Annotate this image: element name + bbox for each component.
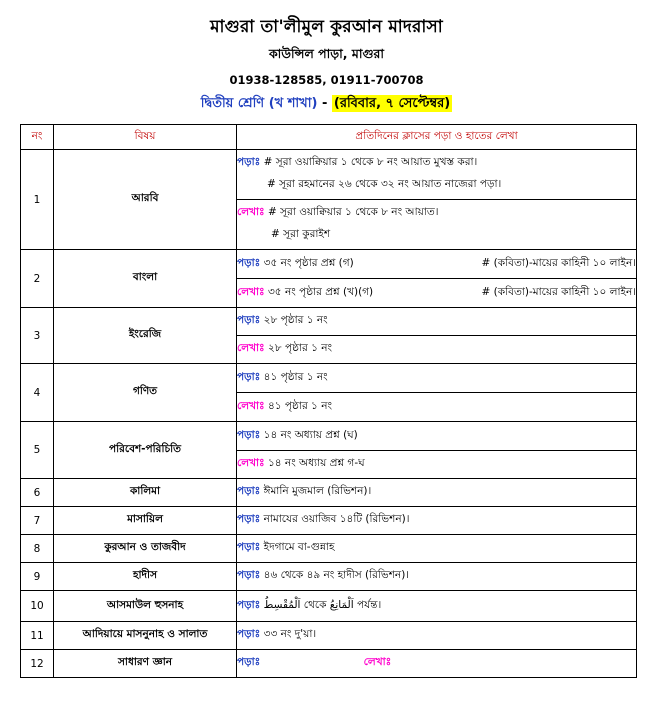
read-cell — [237, 479, 637, 507]
write-cell — [237, 336, 637, 364]
read-text: # সূরা ওয়াক্বিয়ার ১ থেকে ৮ নং আয়াত মুখস্ত করা। — [263, 156, 478, 168]
row-subject: কুরআন ও তাজবীদ — [54, 535, 237, 563]
class-date-line — [0, 94, 653, 115]
write-label: লেখাঃ — [237, 206, 265, 218]
row-number: 10 — [21, 591, 54, 622]
write-text-right: # (কবিতা)-মায়ের কাহিনী ১০ লাইন। — [481, 285, 636, 298]
date-label: (রবিবার, ৭ সেপ্টেম্বর) — [333, 96, 451, 111]
read-label: পড়াঃ — [237, 628, 261, 640]
write-cell — [237, 393, 637, 422]
write-label: লেখাঃ — [363, 656, 392, 668]
read-label: পড়াঃ — [237, 569, 261, 581]
read-cell — [237, 591, 637, 622]
table-row — [21, 650, 637, 678]
read-text-2: # সূরা রহমানের ২৬ থেকে ৩২ নং আয়াত নাজেরা পড়া। — [267, 178, 502, 190]
row-subject: ইংরেজি — [54, 308, 237, 364]
write-cell — [237, 451, 637, 479]
row-subject: হাদীস — [54, 563, 237, 591]
row-subject: বাংলা — [54, 250, 237, 308]
read-text: ৪১ পৃষ্ঠার ১ নং — [263, 370, 328, 383]
read-cell — [237, 622, 637, 650]
row-number: 2 — [21, 250, 54, 308]
table-row — [21, 308, 637, 336]
read-text-mid: থেকে — [300, 598, 330, 611]
table-row — [21, 507, 637, 535]
read-text: ২৮ পৃষ্ঠার ১ নং — [263, 314, 328, 326]
write-label: লেখাঃ — [237, 285, 265, 298]
separator: - — [317, 96, 332, 111]
write-label: লেখাঃ — [237, 399, 265, 412]
table-row — [21, 591, 637, 622]
read-text: ঈমানি মুজমাল (রিভিশন)। — [263, 485, 372, 497]
row-number: 4 — [21, 364, 54, 422]
write-text: ৪১ পৃষ্ঠার ১ নং — [267, 399, 332, 412]
write-text: ৩৫ নং পৃষ্ঠার প্রশ্ন (খ)(গ) — [267, 285, 374, 298]
read-label: পড়াঃ — [237, 598, 261, 611]
table-header-row — [21, 125, 637, 150]
arabic-name-start: اَلْمُقْسِطُ — [263, 598, 301, 611]
read-text: নামাযের ওয়াজিব ১৪টি (রিভিশন)। — [263, 513, 410, 525]
read-label: পড়াঃ — [237, 428, 261, 441]
read-label: পড়াঃ — [237, 513, 261, 525]
read-text: ইদগামে বা-গুন্নাহ — [263, 541, 335, 553]
read-label: পড়াঃ — [237, 485, 261, 497]
read-label: পড়াঃ — [237, 314, 261, 326]
header-number: নং — [21, 125, 54, 150]
read-label: পড়াঃ — [237, 370, 261, 383]
arabic-name-end: اَلْمَانِعُ — [329, 598, 354, 611]
read-label: পড়াঃ — [237, 256, 261, 269]
read-label: পড়াঃ — [237, 656, 261, 668]
read-cell — [237, 308, 637, 336]
row-number: 5 — [21, 422, 54, 479]
row-subject: সাধারণ জ্ঞান — [54, 650, 237, 678]
write-cell — [237, 279, 637, 308]
read-cell — [237, 422, 637, 451]
read-cell — [237, 563, 637, 591]
row-subject: কালিমা — [54, 479, 237, 507]
row-number: 12 — [21, 650, 54, 678]
row-subject: আদিয়ায়ে মাসনুনাহ ও সালাত — [54, 622, 237, 650]
madrasa-phone: 01938-128585, 01911-700708 — [229, 73, 424, 87]
table-row — [21, 622, 637, 650]
row-number: 7 — [21, 507, 54, 535]
write-text: ১৪ নং অধ্যায় প্রশ্ন গ-ঘ — [267, 457, 365, 469]
write-text-2: # সূরা কুরাইশ — [271, 228, 331, 240]
table-row — [21, 250, 637, 279]
read-cell — [237, 250, 637, 279]
write-label: লেখাঃ — [237, 342, 265, 354]
read-text-end: পর্যন্ত। — [353, 598, 382, 611]
header-activity: প্রতিদিনের ক্লাসের পড়া ও হাতের লেখা — [237, 125, 637, 150]
table-row — [21, 150, 637, 200]
madrasa-address: কাউন্সিল পাড়া, মাগুরা — [268, 46, 385, 61]
row-subject: আরবি — [54, 150, 237, 250]
table-row — [21, 422, 637, 451]
table-row — [21, 535, 637, 563]
read-text: ১৪ নং অধ্যায় প্রশ্ন (ঘ) — [263, 428, 358, 441]
write-label: লেখাঃ — [237, 457, 265, 469]
read-cell — [237, 150, 637, 200]
class-label: দ্বিতীয় শ্রেণি (খ শাখা) — [200, 96, 318, 111]
read-cell — [237, 535, 637, 563]
madrasa-title: মাগুরা তা'লীমুল কুরআন মাদরাসা — [210, 17, 443, 37]
read-label: পড়াঃ — [237, 541, 261, 553]
write-text: ২৮ পৃষ্ঠার ১ নং — [267, 342, 333, 354]
row-number: 6 — [21, 479, 54, 507]
write-cell — [237, 200, 637, 250]
routine-table — [20, 124, 637, 678]
table-row — [21, 479, 637, 507]
read-text: ৩৩ নং দু'য়া। — [263, 628, 317, 640]
row-subject: পরিবেশ-পরিচিতি — [54, 422, 237, 479]
read-text: ৩৫ নং পৃষ্ঠার প্রশ্ন (গ) — [263, 256, 354, 269]
table-row — [21, 563, 637, 591]
row-subject: গণিত — [54, 364, 237, 422]
read-write-cell — [237, 650, 637, 678]
row-number: 9 — [21, 563, 54, 591]
read-text: ৪৬ থেকে ৪৯ নং হাদীস (রিভিশন)। — [263, 569, 410, 581]
row-number: 3 — [21, 308, 54, 364]
row-subject: মাসায়িল — [54, 507, 237, 535]
write-text: # সূরা ওয়াক্বিয়ার ১ থেকে ৮ নং আয়াত। — [267, 206, 439, 218]
read-cell — [237, 364, 637, 393]
row-subject: আসমাউল হুসনাহ — [54, 591, 237, 622]
read-text-right: # (কবিতা)-মায়ের কাহিনী ১০ লাইন। — [481, 256, 636, 269]
table-row — [21, 364, 637, 393]
row-number: 1 — [21, 150, 54, 250]
read-label: পড়াঃ — [237, 156, 261, 168]
read-cell — [237, 507, 637, 535]
row-number: 11 — [21, 622, 54, 650]
row-number: 8 — [21, 535, 54, 563]
header-subject: বিষয় — [54, 125, 237, 150]
